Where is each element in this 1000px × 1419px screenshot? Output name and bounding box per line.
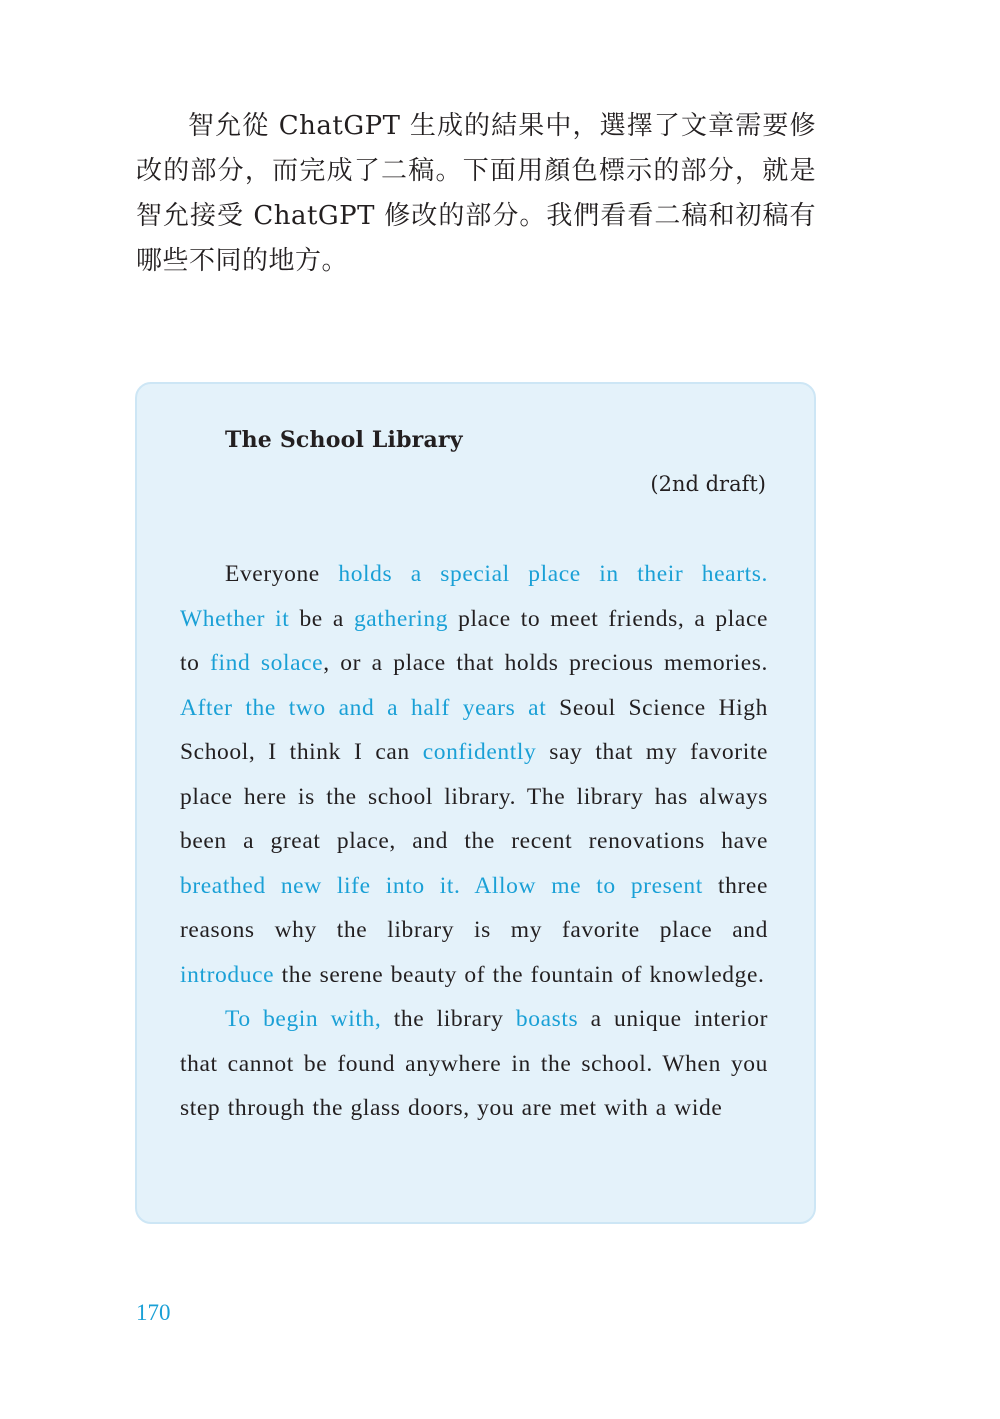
essay-title: The School Library — [225, 427, 463, 453]
draft-label: (2nd draft) — [650, 472, 766, 496]
revised-text: gathering — [353, 605, 449, 632]
essay-text: Seoul Science High School, I think I can — [180, 694, 769, 765]
revised-text: introduce — [180, 961, 275, 988]
revised-text: confidently — [422, 739, 537, 765]
intro-paragraph: 智允從 ChatGPT 生成的結果中，選擇了文章需要修改的部分，而完成了二稿。下面用顏色標示的部分，就是智允接受 ChatGPT 修改的部分。我們看看二稿和初稿有哪些不同的地方。 — [136, 111, 816, 276]
page-number: 170 — [136, 1300, 171, 1325]
essay-text: place to meet friends, a place to — [180, 605, 769, 676]
essay-text: the serene beauty of the fountain of knowledge. — [274, 961, 765, 988]
essay-paragraph-1 — [180, 552, 768, 997]
essay-text: Everyone — [225, 561, 339, 587]
essay-text: , or a place that holds precious memories. — [323, 650, 769, 676]
essay-text: a unique interior that cannot be found anywhere in the school. When you step through the glass doors, you are met with a wide — [180, 1006, 768, 1121]
essay-box — [135, 382, 816, 1224]
revised-text: find solace — [210, 650, 324, 676]
essay-paragraph-2 — [180, 997, 768, 1131]
essay-text: say that my favorite place here is the school library. The library has always been a great place, and the recent renovations have — [180, 739, 768, 854]
essay-text: the library — [381, 1006, 516, 1032]
essay-body — [180, 552, 768, 1131]
essay-text: be a — [289, 605, 354, 632]
revised-text: To begin with, — [225, 1006, 382, 1032]
revised-text: holds a special place in their hearts. Whether it — [180, 561, 768, 632]
revised-text: breathed new life into it. Allow me to present — [180, 872, 703, 899]
revised-text: After the two and a half years at — [180, 694, 547, 721]
revised-text: boasts — [515, 1006, 579, 1032]
essay-text: three reasons why the library is my favorite place and — [180, 872, 768, 943]
